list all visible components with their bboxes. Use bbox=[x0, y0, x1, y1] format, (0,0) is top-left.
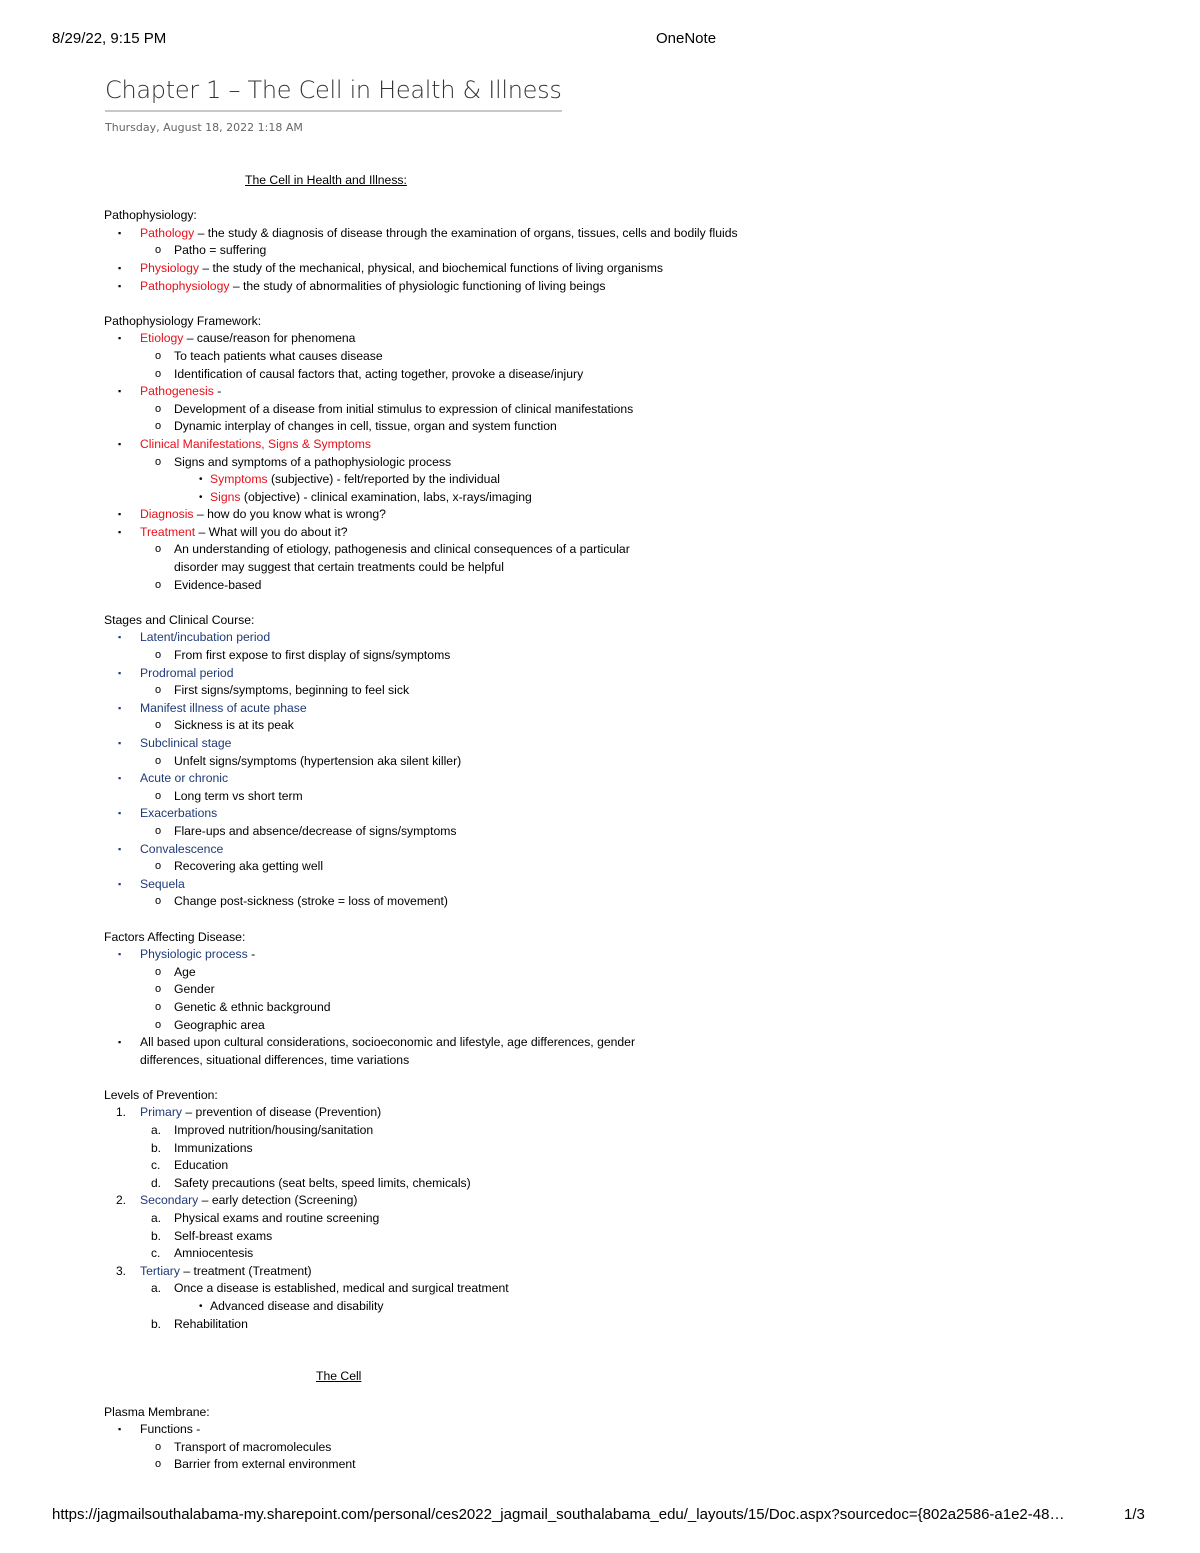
page-title[interactable]: Chapter 1 – The Cell in Health & Illness bbox=[105, 76, 562, 112]
list-item: • Advanced disease and disability bbox=[199, 1299, 384, 1313]
list-item: o Change post-sickness (stroke = loss of movement) bbox=[155, 894, 448, 909]
page-number: 1/3 bbox=[1124, 1506, 1145, 1523]
list-item: ▪ Acute or chronic bbox=[118, 771, 229, 786]
list-item: o Unfelt signs/symptoms (hypertension aka silent killer) bbox=[155, 753, 462, 768]
list-item: o Long term vs short term bbox=[155, 788, 303, 803]
list-item: d. Safety precautions (seat belts, speed limits, chemicals) bbox=[151, 1175, 471, 1190]
list-item: ▪ Physiology – the study of the mechanical, physical, and biochemical functions of living organisms bbox=[118, 260, 664, 275]
list-item: c. Amniocentesis bbox=[151, 1246, 254, 1261]
list-item: • Signs (objective) - clinical examination, labs, x-rays/imaging bbox=[199, 489, 532, 504]
list-item: o Age bbox=[155, 964, 196, 979]
print-url: https://jagmailsouthalabama-my.sharepoint.com/personal/ces2022_jagmail_southalabama_edu/_layouts/15/Doc.aspx?sourcedoc={802a2586-a1e2-48… bbox=[52, 1506, 1065, 1523]
list-item: ▪ Manifest illness of acute phase bbox=[118, 700, 307, 715]
list-item: c. Education bbox=[151, 1158, 229, 1173]
list-item: ▪ Exacerbations bbox=[118, 806, 218, 821]
list-item: o Evidence-based bbox=[155, 577, 262, 592]
list-item: ▪ Functions - bbox=[118, 1422, 201, 1437]
list-item: a. Once a disease is established, medical and surgical treatment bbox=[151, 1281, 509, 1296]
list-item: o Identification of causal factors that, acting together, provoke a disease/injury bbox=[155, 366, 584, 381]
list-item: 3. Tertiary – treatment (Treatment) bbox=[116, 1263, 312, 1278]
list-item: o Development of a disease from initial stimulus to expression of clinical manifestations bbox=[155, 401, 634, 416]
list-item: b. Self-breast exams bbox=[151, 1228, 273, 1243]
note-body[interactable] bbox=[104, 172, 744, 1474]
list-item: o Patho = suffering bbox=[155, 243, 267, 258]
list-item: ▪ Pathogenesis - bbox=[118, 384, 222, 399]
list-item: 2. Secondary – early detection (Screening) bbox=[116, 1193, 358, 1208]
list-item: o To teach patients what causes disease bbox=[155, 348, 383, 363]
heading-cell-health: The Cell in Health and Illness: bbox=[245, 173, 407, 187]
list-item: ▪ Treatment – What will you do about it? bbox=[118, 524, 348, 539]
heading-prevention: Levels of Prevention: bbox=[104, 1087, 218, 1102]
list-item: ▪ Diagnosis – how do you know what is wrong? bbox=[118, 507, 386, 522]
list-item: o Recovering aka getting well bbox=[155, 859, 324, 874]
page-title-container bbox=[105, 76, 562, 112]
list-item: ▪ Convalescence bbox=[118, 841, 224, 856]
list-item: ▪ All based upon cultural considerations, socioeconomic and lifestyle, age differences, gender differences, situational differences, time variations bbox=[118, 1035, 636, 1067]
list-item: a. Physical exams and routine screening bbox=[151, 1211, 380, 1226]
list-item: o An understanding of etiology, pathogenesis and clinical consequences of a particular disorder may suggest that certain treatments could be helpful bbox=[155, 542, 630, 575]
list-item: o Barrier from external environment bbox=[155, 1457, 356, 1472]
list-item: ▪ Clinical Manifestations, Signs & Symptoms bbox=[118, 436, 371, 451]
list-item: b. Rehabilitation bbox=[151, 1316, 248, 1331]
list-item: 1. Primary – prevention of disease (Prevention) bbox=[116, 1105, 382, 1120]
list-item: ▪ Prodromal period bbox=[118, 665, 234, 680]
list-item: ▪ Physiologic process - bbox=[118, 947, 256, 962]
list-item: o Gender bbox=[155, 982, 215, 997]
list-item: o Sickness is at its peak bbox=[155, 718, 294, 733]
list-item: ▪ Subclinical stage bbox=[118, 736, 232, 750]
list-item: ▪ Latent/incubation period bbox=[118, 630, 271, 645]
list-item: o From first expose to first display of signs/symptoms bbox=[155, 648, 451, 663]
list-item: ▪ Etiology – cause/reason for phenomena bbox=[118, 331, 356, 346]
list-item: o Geographic area bbox=[155, 1017, 265, 1032]
heading-factors: Factors Affecting Disease: bbox=[104, 929, 246, 944]
list-item: o Genetic & ethnic background bbox=[155, 999, 331, 1014]
list-item: a. Improved nutrition/housing/sanitation bbox=[151, 1123, 374, 1138]
heading-plasma-membrane: Plasma Membrane: bbox=[104, 1404, 210, 1419]
list-item: o Flare-ups and absence/decrease of signs/symptoms bbox=[155, 823, 457, 838]
print-date: 8/29/22, 9:15 PM bbox=[52, 30, 167, 47]
list-item: o Transport of macromolecules bbox=[155, 1439, 332, 1454]
heading-the-cell: The Cell bbox=[316, 1369, 362, 1384]
list-item: o Dynamic interplay of changes in cell, tissue, organ and system function bbox=[155, 419, 557, 434]
list-item: b. Immunizations bbox=[151, 1140, 253, 1155]
page-date: Thursday, August 18, 2022 1:18 AM bbox=[105, 121, 303, 134]
list-item: ▪ Pathophysiology – the study of abnormalities of physiologic functioning of living beings bbox=[118, 278, 606, 293]
heading-framework: Pathophysiology Framework: bbox=[104, 313, 262, 328]
print-app-name: OneNote bbox=[656, 30, 717, 47]
heading-stages: Stages and Clinical Course: bbox=[104, 612, 255, 627]
heading-pathophysiology: Pathophysiology: bbox=[104, 208, 197, 223]
list-item: ▪ Pathology – the study & diagnosis of disease through the examination of organs, tissues, cells and bodily fluids bbox=[118, 225, 738, 240]
list-item: ▪ Sequela bbox=[118, 876, 185, 891]
list-item: o First signs/symptoms, beginning to feel sick bbox=[155, 683, 410, 698]
list-item: o Signs and symptoms of a pathophysiologic process bbox=[155, 454, 452, 469]
list-item: • Symptoms (subjective) - felt/reported by the individual bbox=[199, 472, 500, 487]
